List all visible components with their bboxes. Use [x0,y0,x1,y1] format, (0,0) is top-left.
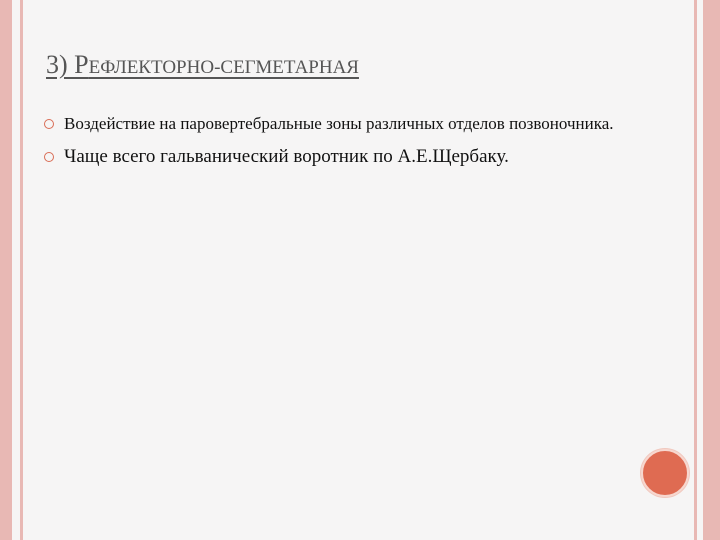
bullet-circle-icon [44,152,54,162]
left-border-thin [20,0,23,540]
bullet-item [44,145,644,168]
left-border-thick [0,0,12,540]
decorative-circle [641,449,689,497]
title-prefix: 3) Р [46,50,89,79]
right-border-thick [703,0,720,540]
bullet-circle-icon [44,119,54,129]
title-rest: ЕФЛЕКТОРНО-СЕГМЕТАРНАЯ [88,57,359,78]
bullet-list [44,112,644,178]
slide-title [46,50,359,80]
bullet-item [44,112,644,135]
bullet-text: Воздействие на паровертебральные зоны различных отделов позвоночника. [64,114,614,133]
bullet-text: Чаще всего гальванический воротник по А.Е.Щербаку. [64,146,509,167]
right-border-thin [694,0,697,540]
